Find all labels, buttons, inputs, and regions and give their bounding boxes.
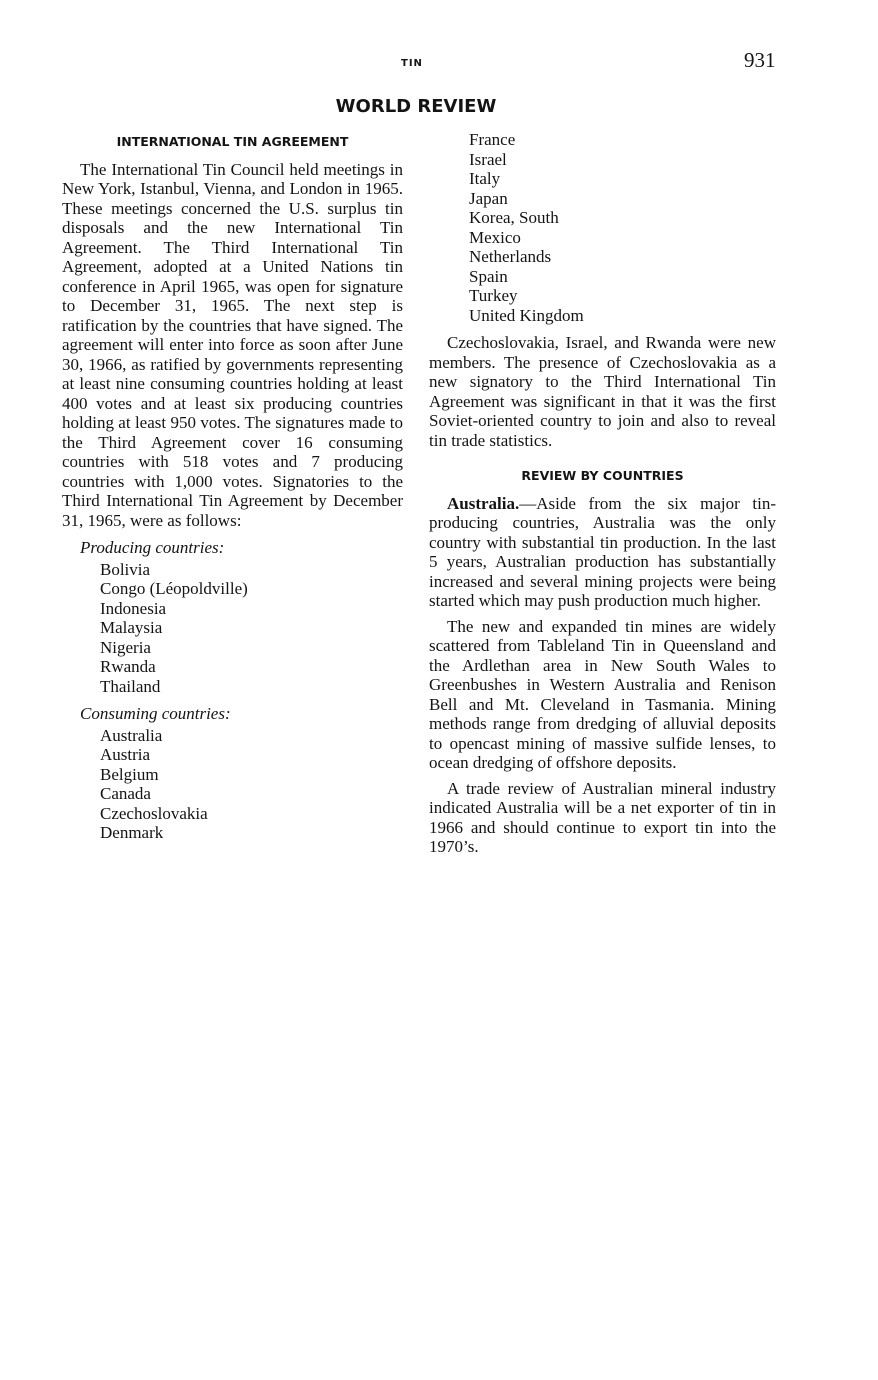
list-item: Congo (Léopoldville) xyxy=(100,579,248,598)
producing-label: Producing countries: xyxy=(80,538,225,557)
list-item: Nigeria xyxy=(100,637,151,657)
list-item: Thailand xyxy=(100,676,161,696)
consuming-label: Consuming countries: xyxy=(80,704,231,723)
running-head: TIN xyxy=(401,58,423,69)
page-number: 931 xyxy=(744,48,776,72)
list-item: Bolivia xyxy=(100,559,151,579)
list-item: Israel xyxy=(469,149,507,169)
list-item: United Kingdom xyxy=(469,305,584,325)
list-item: Italy xyxy=(469,169,501,188)
australia-paragraph-1 xyxy=(429,494,776,611)
consuming-list xyxy=(62,726,403,843)
australia-paragraph-2: The new and expanded tin mines are widely scattered from Tableland Tin in Queensland and the Ardlethan area in New South Wales to Greenbushes in Western Australia and Renison Bell and Mt. Cleveland in Tasmania. Mining methods range from dredging of alluvial deposits to opencast mining of massive sulfide lenses, to ocean dredging of offshore deposits. xyxy=(429,616,776,772)
list-item: Spain xyxy=(469,266,508,286)
list-item: Australia xyxy=(100,725,163,745)
agreement-paragraph: The International Tin Council held meetings in New York, Istanbul, Vienna, and London in 1965. These meetings concerned the U.S. surplus tin disposals and the new International Tin Agreement. The Third International Tin Agreement, adopted at a United Nations tin conference in April 1965, was open for signature to December 31, 1965. The next step is ratification by the countries that have signed. The agreement will enter into force as soon after June 30, 1966, as ratified by governments representing at least nine consuming countries holding at least 400 votes and at least six producing countries holding at least 950 votes. The signatures made to the Third Agreement cover 16 consuming countries with 518 votes and 7 producing countries with 1,000 votes. Signatories to the Third International Tin Agreement by December 31, 1965, were as follows: xyxy=(62,159,403,530)
new-members-paragraph: Czechoslovakia, Israel, and Rwanda were new members. The presence of Czechoslovakia as a new signatory to the Third International Tin Agreement was significant in that it was the first Soviet-oriented country to join and also to reveal tin trade statistics. xyxy=(429,333,776,450)
section-heading-agreement: INTERNATIONAL TIN AGREEMENT xyxy=(116,134,349,149)
list-item: Malaysia xyxy=(100,618,163,637)
australia-runin: Australia. xyxy=(447,493,520,513)
list-item: Korea, South xyxy=(469,208,559,227)
list-item: Austria xyxy=(100,745,151,764)
list-item: Mexico xyxy=(469,227,521,247)
list-item: Rwanda xyxy=(100,657,156,676)
right-column xyxy=(429,126,776,863)
list-item: Indonesia xyxy=(100,598,167,618)
list-item: Denmark xyxy=(100,823,164,842)
section-heading-review: REVIEW BY COUNTRIES xyxy=(521,468,684,483)
page-title: WORLD REVIEW xyxy=(335,96,497,117)
list-item: Turkey xyxy=(469,286,518,305)
australia-paragraph-3: A trade review of Australian mineral industry indicated Australia will be a net exporter of tin in 1966 and should continue to export tin into the 1970’s. xyxy=(429,778,776,856)
list-item: Canada xyxy=(100,784,151,803)
list-item: Netherlands xyxy=(469,247,552,266)
list-item: Japan xyxy=(469,188,508,208)
list-item: Belgium xyxy=(100,764,159,784)
list-item: Czechoslovakia xyxy=(100,803,208,823)
producing-list xyxy=(62,560,403,697)
consuming-list-continued xyxy=(429,130,776,325)
australia-paragraph-1-text: —Aside from the six major tin-producing countries, Australia was the only country with substantial tin production. In the last 5 years, Australian production has substantially increased and several mining projects were being started which may push production much higher. xyxy=(429,493,776,610)
left-column xyxy=(62,126,403,843)
list-item: France xyxy=(469,130,516,149)
